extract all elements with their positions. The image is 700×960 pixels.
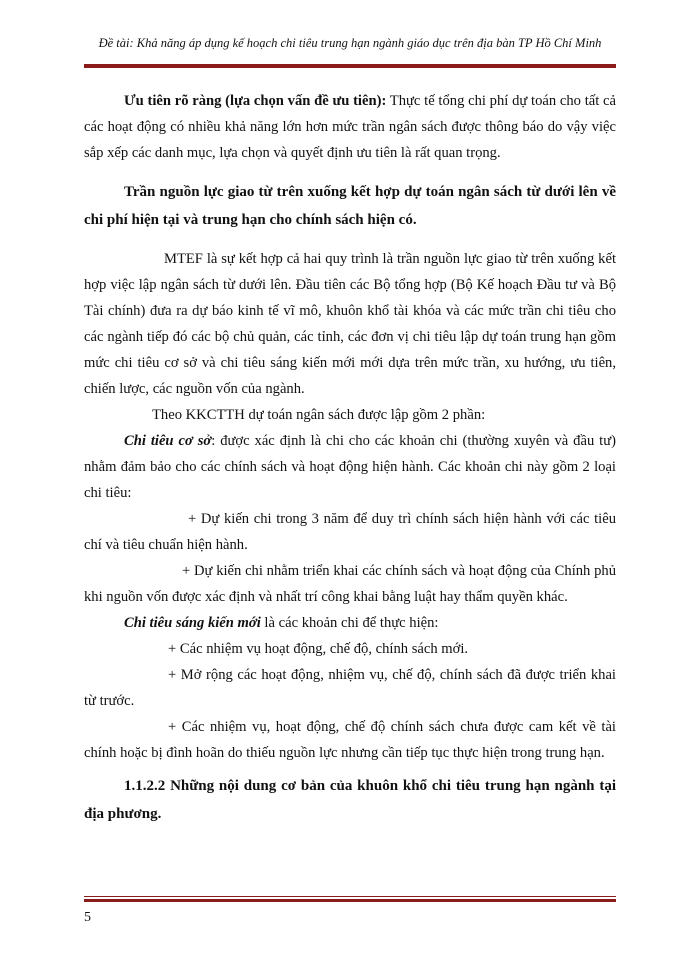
- paragraph-new-initiative: [84, 610, 616, 636]
- bullet-new-1: + Các nhiệm vụ hoạt động, chế độ, chính sách mới.: [168, 641, 469, 657]
- paragraph-kkctth: Theo KKCTTH dự toán ngân sách được lập gồm 2 phần:: [152, 407, 486, 423]
- paragraph-priority: [84, 88, 616, 166]
- paragraph-base-spending: [84, 428, 616, 506]
- priority-text: Thực tế tổng chi phí dự toán cho tất cả các hoạt động có nhiều khả năng lớn hơn mức trần ngân sách được thông báo do vậy việc sắp xếp các danh mục, lựa chọn và quyết định ưu tiên là rất quan trọng.: [84, 93, 617, 161]
- new-initiative-text: là các khoản chi để thực hiện:: [260, 615, 439, 631]
- new-initiative-label: Chi tiêu sáng kiến mới: [124, 615, 261, 631]
- header-rule: [84, 62, 616, 68]
- section-heading-1: Trần nguồn lực giao từ trên xuống kết hợp dự toán ngân sách từ dưới lên về chi phí hiện tại và trung hạn cho chính sách hiện có.: [84, 184, 616, 228]
- bullet-base-2: + Dự kiến chi nhằm triển khai các chính sách và hoạt động của Chính phủ khi nguồn vốn được xác định và nhất trí công khai bằng luật hay thẩm quyền khác.: [84, 563, 616, 605]
- bullet-new-2: + Mở rộng các hoạt động, nhiệm vụ, chế độ, chính sách đã được triển khai từ trước.: [84, 667, 616, 709]
- document-body: [84, 88, 616, 828]
- page-header: Đề tài: Khả năng áp dụng kế hoạch chi tiêu trung hạn ngành giáo dục trên địa bàn TP Hồ Chí Minh: [98, 36, 602, 50]
- base-spending-text: : được xác định là chi cho các khoản chi (thường xuyên và đầu tư) nhằm đảm bảo cho các chính sách và hoạt động hiện hành. Các khoản chi này gồm 2 loại chi tiêu:: [84, 433, 616, 501]
- page-number: 5: [84, 910, 91, 925]
- section-heading-2: 1.1.2.2 Những nội dung cơ bản của khuôn khổ chi tiêu trung hạn ngành tại địa phương.: [84, 778, 616, 822]
- base-spending-label: Chi tiêu cơ sở: [124, 433, 212, 449]
- paragraph-mtef: MTEF là sự kết hợp cả hai quy trình là trần nguồn lực giao từ trên xuống kết hợp việc lập ngân sách từ dưới lên. Đầu tiên các Bộ tổng hợp (Bộ Kế hoạch Đầu tư và Bộ Tài chính) đưa ra dự báo kinh tế vĩ mô, khuôn khổ tài khóa và các mức trần chi tiêu cho các ngành tiếp đó các bộ chủ quản, các tỉnh, các đơn vị chi tiêu lập dự toán trung hạn gồm mức chi tiêu cơ sở và chi tiêu sáng kiến mới mới dựa trên mức trần, xu hướng, ưu tiên, chiến lược, các nguồn vốn của ngành.: [84, 251, 616, 397]
- bullet-base-1: + Dự kiến chi trong 3 năm để duy trì chính sách hiện hành với các tiêu chí và tiêu chuẩn hiện hành.: [84, 511, 616, 553]
- footer-rule: [84, 896, 616, 902]
- bullet-new-3: + Các nhiệm vụ, hoạt động, chế độ chính sách chưa được cam kết về tài chính hoặc bị đình hoãn do thiếu nguồn lực nhưng cần tiếp tục thực hiện trong trung hạn.: [84, 719, 616, 761]
- priority-label: Ưu tiên rõ ràng (lựa chọn vấn đề ưu tiên):: [124, 93, 387, 109]
